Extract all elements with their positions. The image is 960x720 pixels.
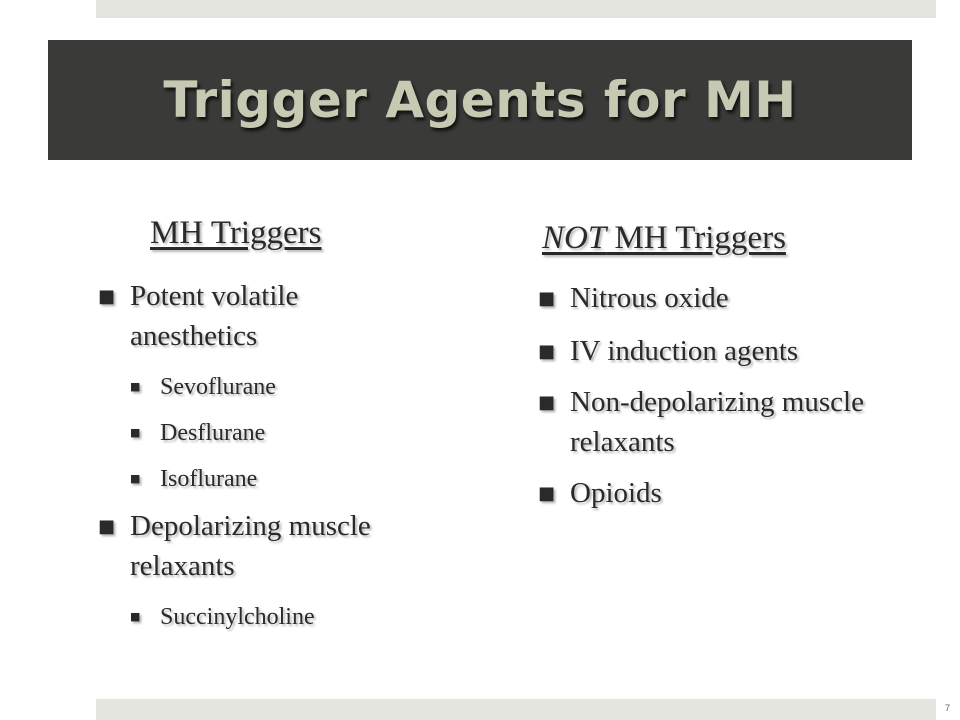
list-item bbox=[98, 276, 478, 356]
list-item-text: Opioids bbox=[570, 477, 662, 509]
square-bullet-icon: ■ bbox=[538, 341, 556, 362]
title-band bbox=[48, 40, 912, 160]
square-bullet-icon: ■ bbox=[538, 288, 556, 309]
list-item bbox=[538, 473, 898, 513]
list-item-text: Desflurane bbox=[160, 420, 266, 446]
slide-title: Trigger Agents for MH bbox=[163, 71, 797, 129]
list-item bbox=[538, 278, 898, 318]
list-item-text: IV induction agents bbox=[570, 335, 799, 367]
list-item-text: Succinylcholine bbox=[160, 604, 315, 630]
right-column-heading bbox=[542, 220, 786, 257]
list-item-text: Depolarizing muscle relaxants bbox=[130, 510, 371, 582]
left-column-list bbox=[98, 276, 478, 632]
list-item-text: Nitrous oxide bbox=[570, 282, 729, 314]
square-bullet-icon: ■ bbox=[98, 516, 116, 537]
list-item-text: Sevoflurane bbox=[160, 374, 276, 400]
left-column-heading: MH Triggers bbox=[150, 215, 322, 251]
square-bullet-icon: ■ bbox=[98, 286, 116, 307]
list-item-text: Non-depolarizing muscle relaxants bbox=[570, 386, 864, 458]
square-bullet-icon: ■ bbox=[538, 392, 556, 413]
list-item bbox=[130, 602, 478, 632]
square-bullet-icon: ■ bbox=[130, 426, 141, 439]
list-item bbox=[538, 331, 898, 371]
list-item bbox=[130, 464, 478, 494]
top-accent-bar bbox=[96, 0, 936, 18]
list-item-text: Isoflurane bbox=[160, 466, 258, 492]
list-item bbox=[130, 418, 478, 448]
right-column-heading-emphasis: NOT bbox=[542, 220, 607, 256]
bottom-accent-bar bbox=[96, 699, 936, 720]
page-number: 7 bbox=[944, 703, 950, 713]
list-item bbox=[130, 372, 478, 402]
square-bullet-icon: ■ bbox=[130, 472, 141, 485]
square-bullet-icon: ■ bbox=[130, 610, 141, 623]
list-item-text: Potent volatile anesthetics bbox=[130, 280, 299, 352]
square-bullet-icon: ■ bbox=[130, 380, 141, 393]
list-item bbox=[98, 506, 478, 586]
square-bullet-icon: ■ bbox=[538, 483, 556, 504]
list-item bbox=[538, 382, 898, 462]
right-column-heading-rest: MH Triggers bbox=[606, 220, 786, 256]
right-column-list bbox=[538, 278, 898, 513]
